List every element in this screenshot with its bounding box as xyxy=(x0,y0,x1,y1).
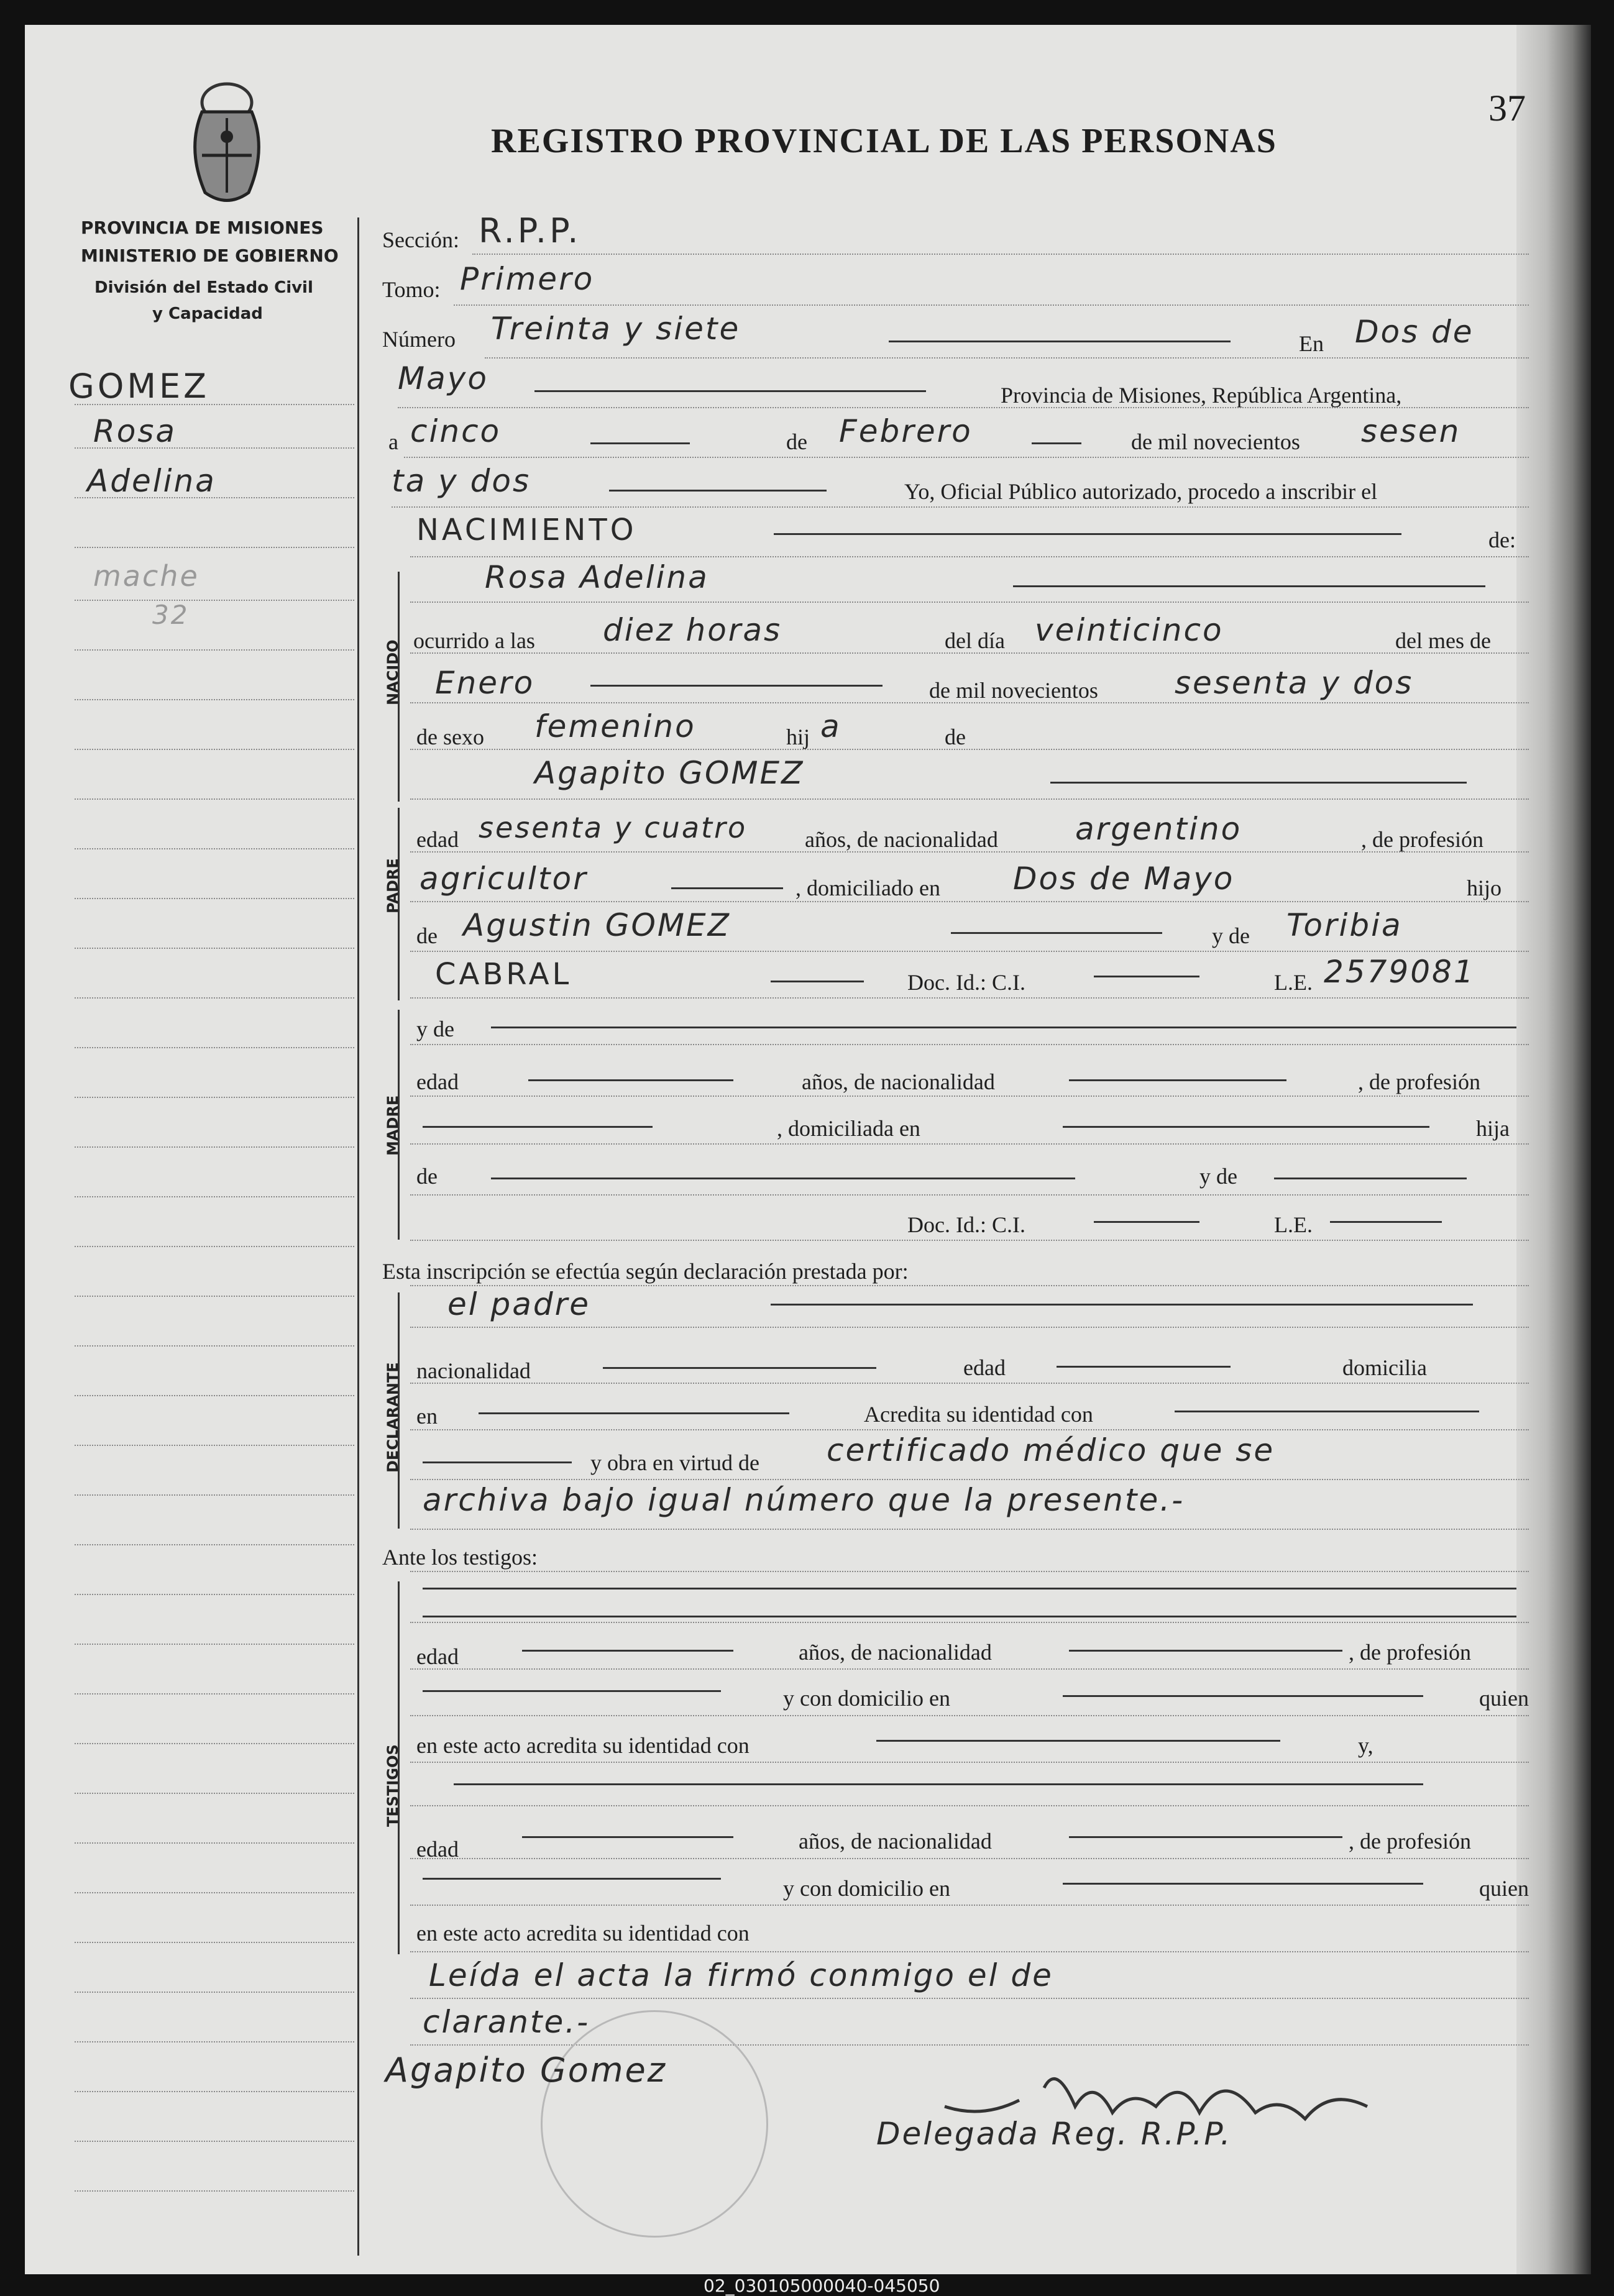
margin-line xyxy=(75,1345,354,1347)
division-label-1: División del Estado Civil xyxy=(94,278,313,297)
tomo-value: Primero xyxy=(460,261,595,297)
fill-line xyxy=(423,1616,1516,1617)
fill-line xyxy=(951,932,1162,934)
dotted-line xyxy=(410,1479,1529,1480)
t-edad-label-1: edad xyxy=(416,1644,459,1669)
lugar-value-1: Dos de xyxy=(1355,314,1474,350)
margin-line xyxy=(75,1693,354,1695)
t-acto-label-2: en este acto acredita su identidad con xyxy=(416,1921,750,1946)
margin-line xyxy=(75,699,354,700)
padre-prof-value: agricultor xyxy=(420,861,588,897)
fill-line xyxy=(671,887,783,889)
dia-value: cinco xyxy=(410,413,502,449)
margin-line xyxy=(75,898,354,899)
hijo-label: hijo xyxy=(1467,876,1502,900)
page-number: 37 xyxy=(1488,88,1526,129)
del-dia-label: del día xyxy=(945,628,1005,653)
fill-line xyxy=(1330,1221,1442,1223)
margin-line xyxy=(75,2041,354,2042)
t-anos-label-2: años, de nacionalidad xyxy=(799,1829,992,1854)
hij-label: hij xyxy=(786,725,810,749)
dotted-line xyxy=(410,1622,1529,1623)
dotted-line xyxy=(410,951,1529,952)
fill-line xyxy=(423,1878,721,1880)
margin-line xyxy=(75,798,354,800)
t-edad-label-2: edad xyxy=(416,1837,459,1862)
numero-label: Número xyxy=(382,327,456,352)
margin-line xyxy=(75,749,354,750)
fill-line xyxy=(1274,1178,1467,1179)
fill-line xyxy=(1032,442,1081,444)
t-anos-label-1: años, de nacionalidad xyxy=(799,1640,992,1665)
de2-label: de xyxy=(945,725,966,749)
fill-line xyxy=(1069,1836,1342,1838)
dotted-line xyxy=(392,506,1529,508)
side-label-testigos: TESTIGOS xyxy=(384,1744,401,1827)
dotted-line xyxy=(398,407,1529,408)
margin-note-1: mache xyxy=(93,559,199,593)
madre-edad-label: edad xyxy=(416,1069,459,1094)
a-label: a xyxy=(388,429,398,454)
fill-line xyxy=(590,685,883,687)
fill-line xyxy=(590,442,690,444)
fill-line xyxy=(423,1588,1516,1589)
fill-line xyxy=(423,1126,653,1128)
acredita-label: Acredita su identidad con xyxy=(864,1402,1093,1427)
obra-label: y obra en virtud de xyxy=(590,1450,759,1475)
fill-line xyxy=(1050,782,1467,784)
anio-value-1: sesen xyxy=(1361,413,1461,449)
fill-line xyxy=(1057,1366,1231,1368)
margin-line xyxy=(75,1594,354,1595)
fill-line xyxy=(889,341,1231,342)
dotted-line xyxy=(410,1383,1529,1384)
hora-value: diez horas xyxy=(603,612,782,648)
padre-le-value: 2579081 xyxy=(1324,954,1475,990)
sexo-value: femenino xyxy=(534,708,696,744)
dotted-line xyxy=(410,1529,1529,1530)
hij-suffix-value: a xyxy=(820,708,841,744)
document-title: REGISTRO PROVINCIAL DE LAS PERSONAS xyxy=(491,122,1277,160)
decl-edad-label: edad xyxy=(963,1355,1006,1380)
dotted-line xyxy=(454,304,1529,306)
margin-line xyxy=(75,1146,354,1148)
tomo-label: Tomo: xyxy=(382,277,441,302)
dotted-line xyxy=(410,1240,1529,1241)
ocurrido-label: ocurrido a las xyxy=(413,628,535,653)
cierre-value-2: clarante.- xyxy=(423,2004,590,2040)
domicilia-label: domicilia xyxy=(1342,1355,1427,1380)
firma-oficial: Delegada Reg. R.P.P. xyxy=(876,2116,1232,2152)
margin-line xyxy=(75,1992,354,1993)
margin-line xyxy=(75,2141,354,2142)
dotted-line xyxy=(410,901,1529,902)
mes-nac-value: Enero xyxy=(435,665,535,701)
declaracion-label: Esta inscripción se efectúa según declaración prestada por: xyxy=(382,1259,909,1284)
margin-surname: GOMEZ xyxy=(68,367,210,406)
margin-line xyxy=(75,1097,354,1098)
official-stamp xyxy=(541,2010,768,2238)
dotted-line xyxy=(410,556,1529,557)
de-mil-nac-label: de mil novecientos xyxy=(929,678,1098,703)
margin-line xyxy=(75,1644,354,1645)
fill-line xyxy=(1069,1079,1286,1081)
madre-y-de-label: y de xyxy=(416,1017,454,1041)
dotted-line xyxy=(410,1858,1529,1859)
t-domicilio-label-2: y con domicilio en xyxy=(783,1876,950,1901)
t-y-label: y, xyxy=(1358,1733,1373,1758)
cierre-value-1: Leída el acta la firmó conmigo el de xyxy=(429,1957,1053,1993)
padre-edad-value: sesenta y cuatro xyxy=(479,811,748,844)
fill-line xyxy=(528,1079,733,1081)
dotted-line xyxy=(410,851,1529,853)
margin-line xyxy=(75,600,354,601)
margin-line xyxy=(75,1544,354,1545)
margin-line xyxy=(75,1793,354,1794)
mes-value: Febrero xyxy=(839,413,973,449)
margin-line xyxy=(75,2091,354,2092)
ante-testigos-label: Ante los testigos: xyxy=(382,1545,538,1570)
margin-line xyxy=(75,1494,354,1496)
yo-oficial-label: Yo, Oficial Público autorizado, procedo a inscribir el xyxy=(904,479,1378,504)
margin-line xyxy=(75,1395,354,1396)
dotted-line xyxy=(410,1715,1529,1716)
margin-line xyxy=(75,1246,354,1247)
t-acto-label-1: en este acto acredita su identidad con xyxy=(416,1733,750,1758)
acto-value: NACIMIENTO xyxy=(416,513,637,547)
dotted-line xyxy=(410,652,1529,654)
dotted-line xyxy=(410,1762,1529,1763)
side-label-padre: PADRE xyxy=(384,858,401,913)
dotted-line xyxy=(410,1998,1529,1999)
province-label: PROVINCIA DE MISIONES xyxy=(81,217,324,238)
margin-line xyxy=(75,1842,354,1844)
provincia-label: Provincia de Misiones, República Argentina, xyxy=(1001,383,1402,408)
fill-line xyxy=(1094,976,1199,977)
padre-value: Agapito GOMEZ xyxy=(534,755,805,791)
dotted-line xyxy=(485,357,1529,359)
fill-line xyxy=(423,1690,721,1692)
dotted-line xyxy=(410,1095,1529,1097)
dotted-line xyxy=(410,1143,1529,1145)
dotted-line xyxy=(410,1805,1529,1806)
fill-line xyxy=(1175,1411,1479,1412)
de-colon-label: de: xyxy=(1488,528,1516,552)
dotted-line xyxy=(410,1571,1529,1572)
padre-dom-value: Dos de Mayo xyxy=(1013,861,1235,897)
dotted-line xyxy=(410,601,1529,603)
madre-prof-label: , de profesión xyxy=(1358,1069,1480,1094)
fill-line xyxy=(522,1650,733,1652)
division-label-2: y Capacidad xyxy=(152,304,263,323)
padre-nac-value: argentino xyxy=(1075,811,1242,847)
fill-line xyxy=(771,981,864,982)
hija-label: hija xyxy=(1476,1116,1510,1141)
dotted-line xyxy=(404,457,1529,458)
decl-en-label: en xyxy=(416,1404,438,1429)
del-mes-label: del mes de xyxy=(1395,628,1491,653)
de-label: de xyxy=(786,429,807,454)
madre-yde-label: y de xyxy=(1199,1164,1237,1189)
margin-name-1: Rosa xyxy=(93,413,177,449)
page-edge xyxy=(1516,25,1591,2274)
margin-note-2: 32 xyxy=(152,600,190,630)
madre-de-label: de xyxy=(416,1164,438,1189)
abuelo-value: Agustin GOMEZ xyxy=(463,907,731,943)
margin-name-2: Adelina xyxy=(87,463,216,499)
y-de-label: y de xyxy=(1212,923,1250,948)
fill-line xyxy=(1013,585,1485,587)
margin-line xyxy=(75,1445,354,1446)
coat-of-arms-icon xyxy=(180,75,273,211)
domiciliada-label: , domiciliada en xyxy=(777,1116,920,1141)
fill-line xyxy=(876,1740,1280,1742)
margin-line xyxy=(75,997,354,999)
t-prof-label-1: , de profesión xyxy=(1349,1640,1471,1665)
abuela-value-1: Toribia xyxy=(1286,907,1403,943)
fill-line xyxy=(491,1178,1075,1179)
seccion-label: Sección: xyxy=(382,227,459,252)
dotted-line xyxy=(410,749,1529,750)
fill-line xyxy=(522,1836,733,1838)
margin-line xyxy=(75,1196,354,1197)
margin-line xyxy=(75,1743,354,1744)
dia-nac-value: veinticinco xyxy=(1035,612,1224,648)
fill-line xyxy=(423,1461,572,1463)
fill-line xyxy=(479,1412,789,1414)
numero-value: Treinta y siete xyxy=(491,311,741,347)
seccion-value: R.P.P. xyxy=(479,211,582,250)
fill-line xyxy=(454,1783,1423,1785)
side-label-declarante: DECLARANTE xyxy=(384,1362,401,1473)
dotted-line xyxy=(410,1044,1529,1045)
fill-line xyxy=(1063,1126,1429,1128)
margin-line xyxy=(75,1296,354,1297)
dotted-line xyxy=(410,1327,1529,1328)
firma-declarante: Agapito Gomez xyxy=(385,2051,667,2090)
fill-line xyxy=(1063,1695,1423,1697)
dotted-line xyxy=(410,1429,1529,1430)
nombre-value: Rosa Adelina xyxy=(485,559,709,595)
margin-line xyxy=(75,547,354,548)
edad-label: edad xyxy=(416,827,459,852)
paper-sheet xyxy=(25,25,1588,2274)
dotted-line xyxy=(410,1194,1529,1196)
obra-value-1: certificado médico que se xyxy=(827,1432,1275,1468)
ministry-label: MINISTERIO DE GOBIERNO xyxy=(81,245,339,266)
sexo-label: de sexo xyxy=(416,725,484,749)
side-label-madre: MADRE xyxy=(384,1095,401,1156)
madre-anos-label: años, de nacionalidad xyxy=(802,1069,995,1094)
fill-line xyxy=(774,533,1401,535)
de-abuelo-label: de xyxy=(416,923,438,948)
madre-doc-label: Doc. Id.: C.I. xyxy=(907,1212,1025,1237)
margin-line xyxy=(75,848,354,849)
domiciliado-label: , domiciliado en xyxy=(796,876,940,900)
de-mil-label: de mil novecientos xyxy=(1131,429,1300,454)
dotted-line xyxy=(410,702,1529,703)
dotted-line xyxy=(410,1668,1529,1670)
fill-line xyxy=(609,490,827,492)
le-label: L.E. xyxy=(1274,970,1313,995)
document-code: 02_030105000040-045050 xyxy=(704,2275,940,2296)
lugar-value-2: Mayo xyxy=(398,360,488,396)
fill-line xyxy=(771,1304,1473,1306)
de-profesion-label: , de profesión xyxy=(1361,827,1483,852)
t-prof-label-2: , de profesión xyxy=(1349,1829,1471,1854)
nacionalidad-label: nacionalidad xyxy=(416,1358,531,1383)
anio-nac-value: sesenta y dos xyxy=(1175,665,1414,701)
dotted-line xyxy=(410,997,1529,999)
fill-line xyxy=(1069,1650,1342,1652)
margin-line xyxy=(75,1942,354,1943)
fill-line xyxy=(1063,1883,1423,1885)
margin-line xyxy=(75,1047,354,1048)
dotted-line xyxy=(410,1951,1529,1952)
side-label-nacido: NACIDO xyxy=(384,639,401,705)
fill-line xyxy=(603,1367,876,1369)
dotted-line xyxy=(472,254,1529,255)
obra-value-2: archiva bajo igual número que la presente.- xyxy=(423,1482,1185,1518)
margin-line xyxy=(75,948,354,949)
declarante-value: el padre xyxy=(447,1286,590,1322)
column-divider xyxy=(357,217,359,2256)
madre-le-label: L.E. xyxy=(1274,1212,1313,1237)
fill-line xyxy=(491,1027,1516,1028)
margin-line xyxy=(75,1892,354,1893)
anos-nac-label: años, de nacionalidad xyxy=(805,827,998,852)
doc-id-label: Doc. Id.: C.I. xyxy=(907,970,1025,995)
t-quien-label-1: quien xyxy=(1479,1686,1529,1711)
dotted-line xyxy=(410,798,1529,800)
anio-value-2: ta y dos xyxy=(392,463,531,499)
margin-line xyxy=(75,2190,354,2192)
abuela-value-2: CABRAL xyxy=(435,957,572,992)
t-domicilio-label-1: y con domicilio en xyxy=(783,1686,950,1711)
fill-line xyxy=(534,390,926,392)
t-quien-label-2: quien xyxy=(1479,1876,1529,1901)
fill-line xyxy=(1094,1221,1199,1223)
dotted-line xyxy=(410,1905,1529,1906)
margin-line xyxy=(75,649,354,651)
en-label: En xyxy=(1299,331,1324,356)
